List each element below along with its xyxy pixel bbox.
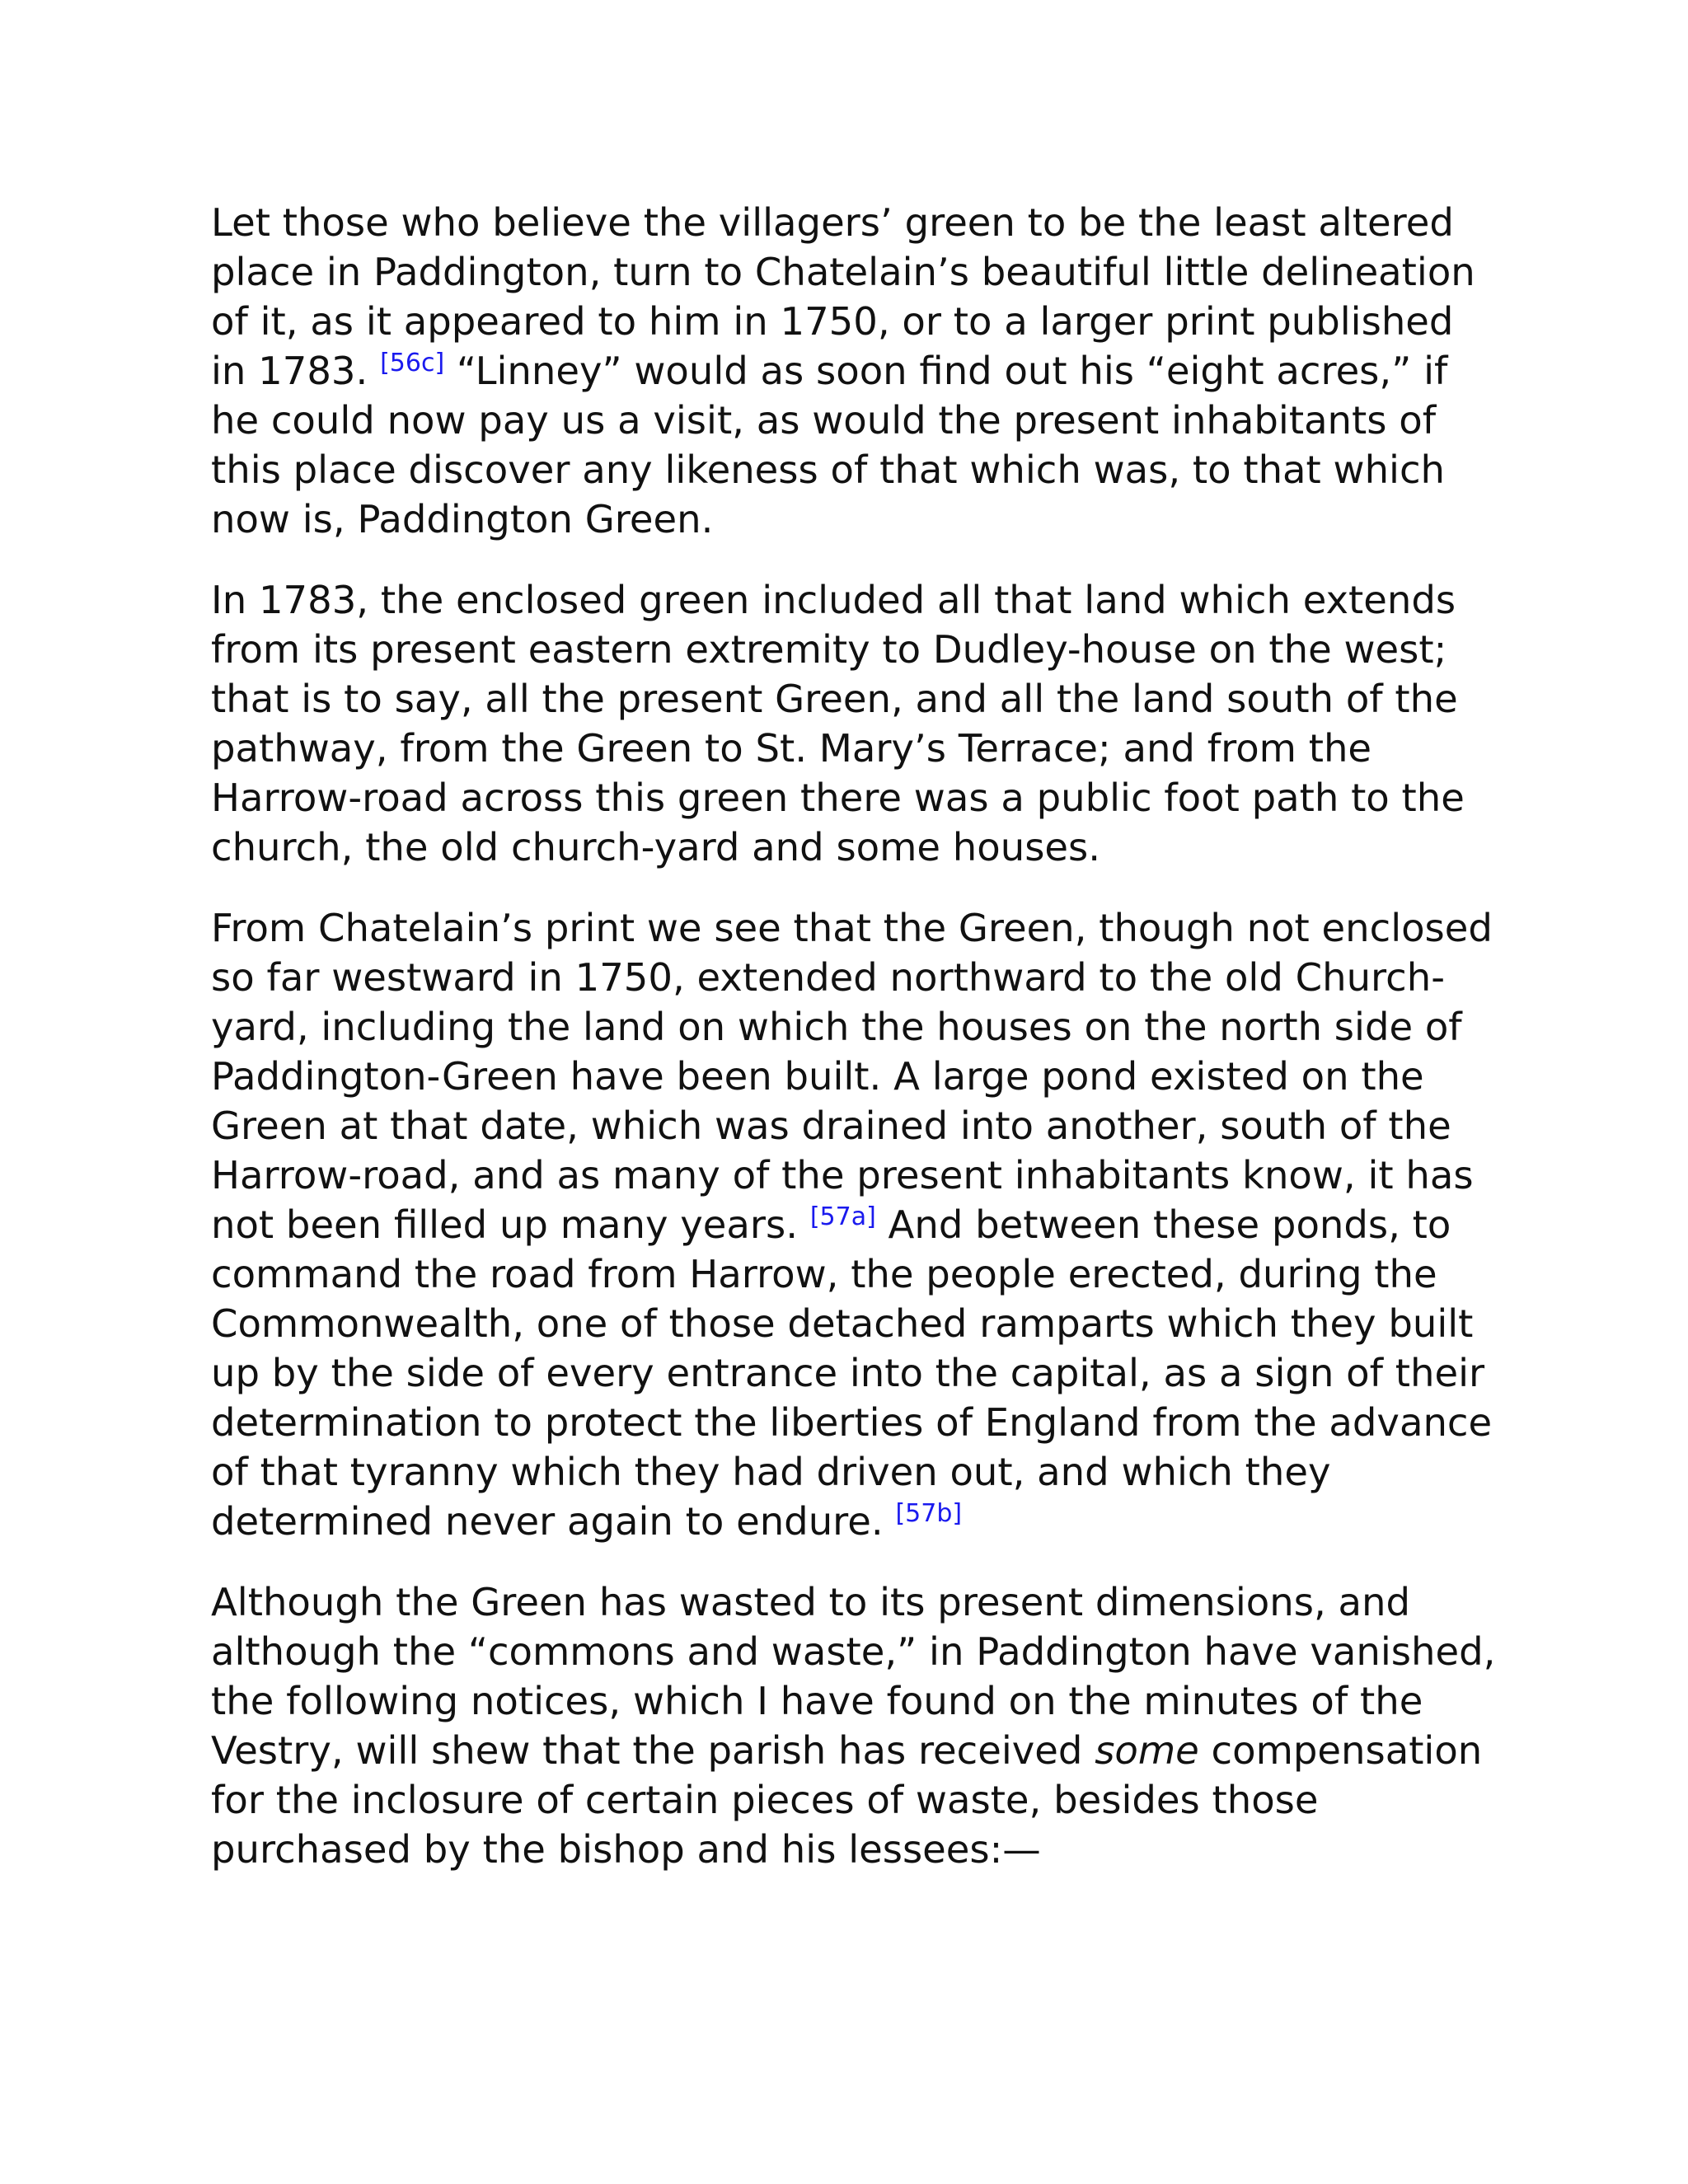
paragraph-1 [211, 198, 1497, 544]
paragraph-4 [211, 1577, 1497, 1874]
paragraph-text: From Chatelain’s print we see that the Green, though not enclosed so far westward in 1750, extended northward to the old Church-yard, including the land on which the houses on the north side of Paddington-Green have been built. A large pond existed on the Green at that date, which was drained into another, south of the Harrow-road, and as many of the present inhabitants know, it has not been filled up many years. [211, 906, 1493, 1247]
paragraph-text: “Linney” would as soon find out his “eight acres,” if he could now pay us a visit, as would the present inhabitants of this place discover any likeness of that which was, to that which now is, Paddington Green. [211, 349, 1448, 541]
footnote-link-56c[interactable]: [56c] [380, 349, 445, 377]
footnote-link-57b[interactable]: [57b] [895, 1499, 963, 1528]
emphasis-text: some [1095, 1728, 1199, 1773]
paragraph-2 [211, 575, 1497, 872]
document-body [211, 198, 1497, 1905]
paragraph-text: And between these ponds, to command the road from Harrow, the people erected, during the Commonwealth, one of those detached ramparts which they built up by the side of every entrance into the capital, as a sign of their determination to protect the liberties of England from the advance of that tyranny which they had driven out, and which they determined never again to endure. [211, 1202, 1493, 1544]
paragraph-text: In 1783, the enclosed green included all that land which extends from its present eastern extremity to Dudley-house on the west; that is to say, all the present Green, and all the land south of the pathway, from the Green to St. Mary’s Terrace; and from the Harrow-road across this green there was a public foot path to the church, the old church-yard and some houses. [211, 578, 1465, 869]
footnote-link-57a[interactable]: [57a] [809, 1202, 876, 1231]
paragraph-text: Although the Green has wasted to its present dimensions, and although the “commons and waste,” in Paddington have vanished, the following notices, which I have found on the minutes of the Vestry, will shew that the parish has received [211, 1580, 1496, 1773]
paragraph-text: Let those who believe the villagers’ green to be the least altered place in Paddington, turn to Chatelain’s beautiful little delineation of it, as it appeared to him in 1750, or to a larger print published in 1783. [211, 200, 1475, 393]
paragraph-3 [211, 903, 1497, 1546]
paragraph-text: compensation for the inclosure of certain pieces of waste, besides those purchased by the bishop and his lessees:— [211, 1728, 1483, 1872]
